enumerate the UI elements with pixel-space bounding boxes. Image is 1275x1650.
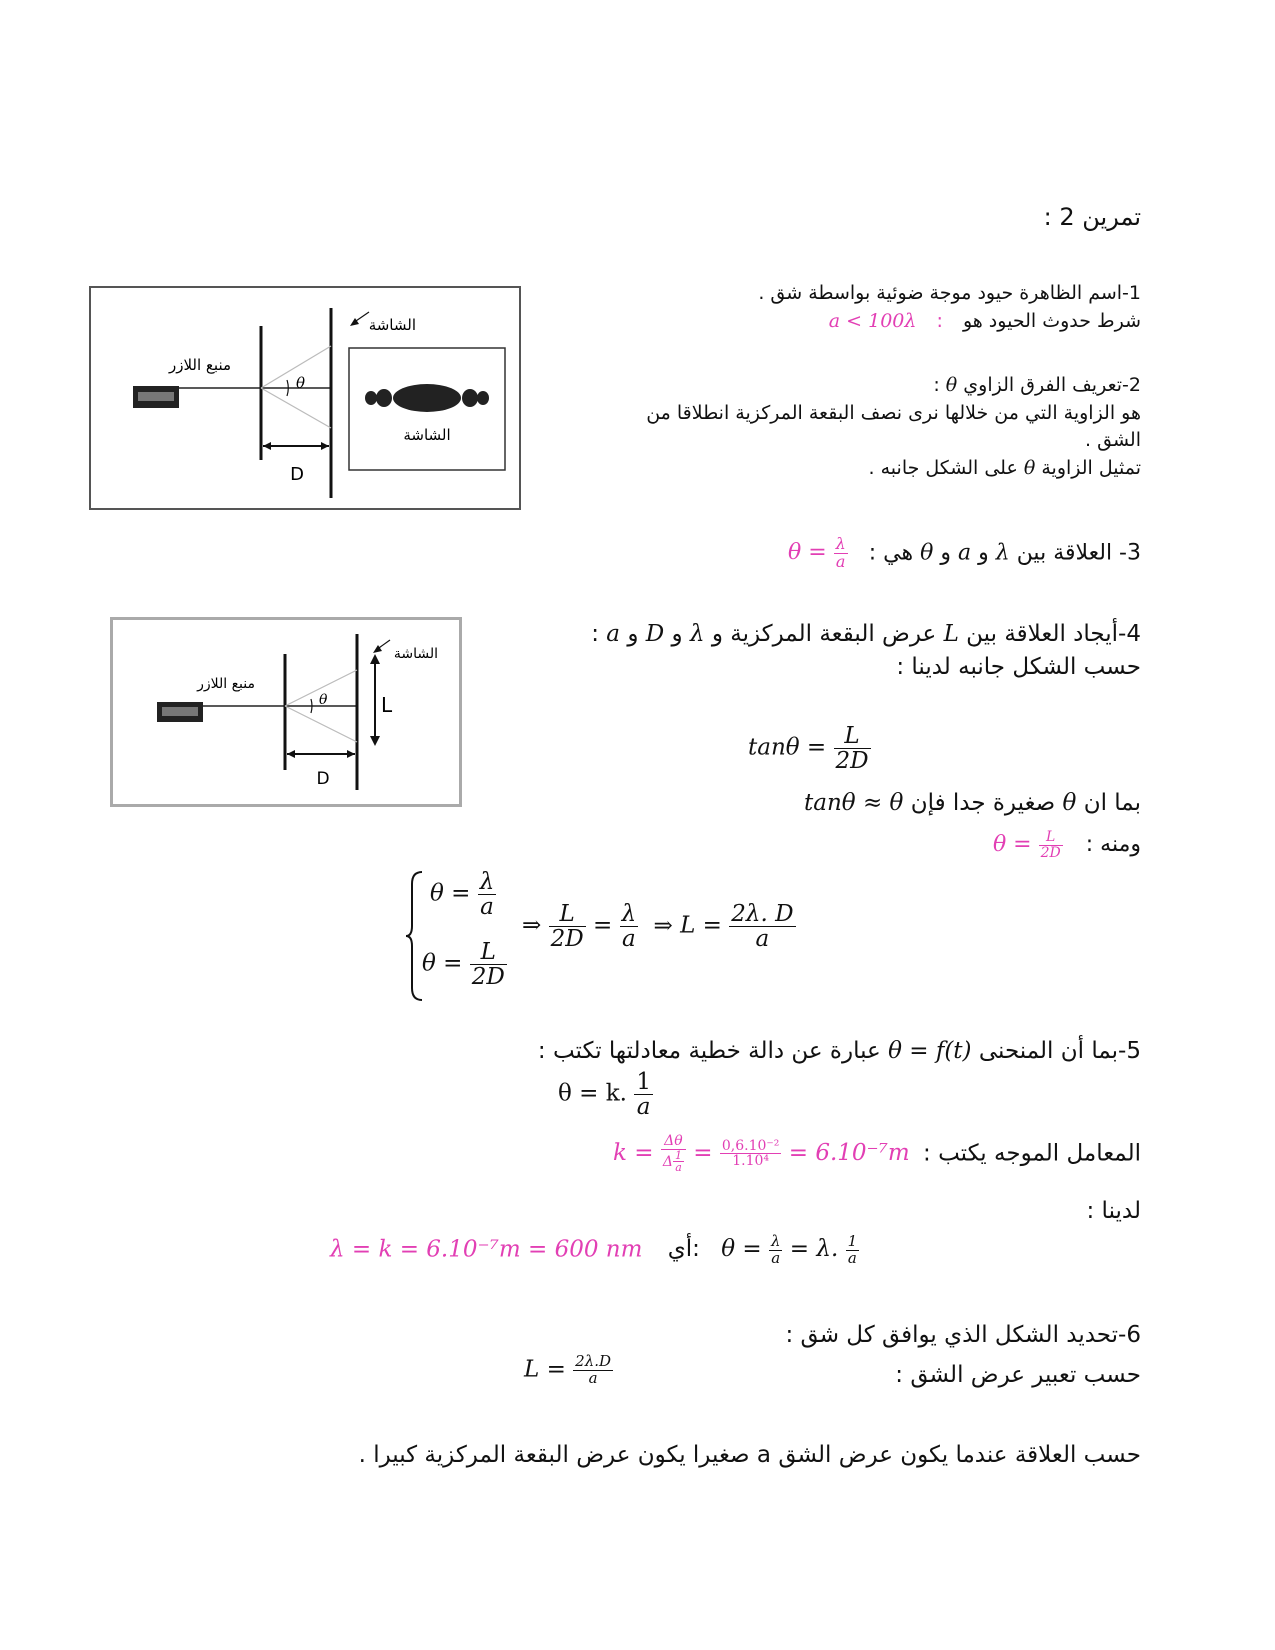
q4-heading-text-2: عرض البقعة المركزية و [711,621,937,647]
q3-eq-den: a [835,551,846,571]
k-equals-2: = [693,1140,713,1167]
hence-fraction [1039,830,1063,860]
central-width-diagram [113,620,459,804]
conclusion-text-2: صغيرا يكون عرض البقعة المركزية كبيرا . [358,1442,750,1468]
mid-fraction-1 [549,902,586,951]
rel-lhs: θ = [721,1236,762,1263]
q3-eq-lhs: θ = [787,540,827,566]
rel-mid: = λ. [789,1236,839,1263]
arrow-head-right [321,442,329,450]
q1-line2: شرط حدوث الحيود هو : a < 100λ [828,309,1141,332]
q3-lambda: λ [995,540,1010,566]
q6-eq-den: a [588,1368,598,1387]
screen-label: الشاشة [368,316,416,334]
question-6-line2: حسب تعبير عرض الشق : [895,1362,1141,1388]
q3-text-2: هي : [868,540,914,566]
conclusion [241,1442,1141,1468]
hence-equation [992,829,1063,861]
q3-theta: θ [920,540,934,566]
linear-lhs: θ = k. [558,1080,627,1107]
tan-fraction [834,724,871,773]
q6-fraction [573,1354,613,1387]
arrow-head-left [263,442,271,450]
mid-num-1: L [549,902,586,927]
k-den-den: a [675,1161,682,1175]
q2-heading [541,372,1141,400]
question-6-heading: 6-تحديد الشكل الذي يوافق كل شق : [785,1322,1141,1348]
laser-label-2: منبع اللازر [197,676,255,692]
question-1 [541,280,1141,335]
lambda-result: λ = k = 6.10⁻⁷m = 600 nm [330,1236,643,1263]
q2-repr-theta: θ [1023,456,1036,479]
ray-bottom-2 [285,706,357,742]
k-fraction-1 [661,1134,686,1174]
q5-heading-text: 5-بما أن المنحنى [978,1038,1141,1064]
k-den-delta: Δ [662,1153,673,1170]
q2-repr-text-2: على الشكل جانبه . [868,456,1018,479]
q3-and-2: و [940,540,951,566]
linear-den: a [636,1094,651,1121]
theta-label-2: θ [319,692,328,708]
q4-heading-text: 4-أيجاد العلاقة بين [966,621,1141,647]
laser-source-inner [138,392,174,401]
k-num: Δθ [661,1134,686,1150]
q4-L: L [943,621,959,647]
q2-heading-colon: : [933,374,940,396]
tan-lhs: tanθ = [748,734,827,761]
system-eq-1 [430,870,496,919]
small-angle-line [804,790,1141,816]
k-fraction-2 [720,1139,782,1169]
k-den-num: 1 [674,1148,682,1162]
q4-and-1: و [671,621,683,647]
theta-label: θ [296,374,306,392]
q4-and-2: و [627,621,639,647]
q4-a: a [606,621,621,647]
q2-representation [541,455,1141,483]
q6-eq-lhs: L = [524,1356,566,1383]
q3-eq-num: λ [835,534,846,553]
hence-lhs: θ = [992,832,1032,858]
D-arrow-head-right [347,750,355,758]
diffraction-pattern [365,384,489,412]
question-2 [541,372,1141,482]
D-arrow-head-left [287,750,295,758]
q3-text: 3- العلاقة بين [1016,540,1141,566]
question-3 [441,536,1141,571]
q4-heading [441,618,1141,651]
k-num-2: 0,6.10⁻² [721,1137,780,1154]
diffraction-diagram [91,288,519,508]
linear-fraction [634,1070,653,1119]
figure-diffraction-setup [89,286,521,510]
q3-and-1: و [978,540,989,566]
sys2-num: L [470,940,507,965]
screen-label-2: الشاشة [393,646,438,662]
theta-relation [721,1232,859,1267]
result-lhs: L = [680,912,722,939]
q5-function: θ = f(t) [888,1038,972,1064]
sys1-den: a [480,894,494,921]
k-den-2: 1.10⁴ [732,1153,770,1170]
q4-D: D [645,621,665,647]
implies-2: ⇒ [653,912,673,939]
conclusion-text-1: حسب العلاقة عندما يكون عرض الشق [778,1442,1141,1468]
linear-equation [558,1070,653,1119]
mid-den-1: 2D [550,926,584,953]
slope-line [613,1134,1141,1174]
small-angle-theta: θ [1062,790,1077,816]
we-have-line: لدينا : [1086,1198,1141,1224]
q3-a: a [957,540,972,566]
slope-equation [613,1133,910,1175]
L-arrow-head-top [370,654,380,664]
result-fraction [729,902,795,951]
pattern-label: الشاشة [403,426,451,444]
sys1-fraction [478,870,497,919]
k-den-fraction [673,1150,684,1174]
q1-condition: a < 100λ [828,309,917,332]
q3-fraction [834,536,848,571]
laser-label: منبع اللازر [168,356,231,374]
equation-system [404,866,824,1006]
tan-num: L [834,724,871,749]
rel-den: a [771,1248,781,1267]
sys2-fraction [470,940,507,989]
small-angle-text: بما ان [1083,790,1141,816]
result-num: 2λ. D [731,901,794,927]
rel-fraction-2 [846,1234,860,1267]
q2-repr-text: تمثيل الزاوية [1041,456,1141,479]
q4-colon: : [591,621,599,647]
result-den: a [755,926,770,953]
q2-definition-2: الشق . [1085,429,1141,452]
k-den [661,1150,686,1174]
hence-num: L [1039,830,1063,846]
L-arrow-head-bottom [370,736,380,746]
q4-lambda: λ [689,621,705,647]
tan-den: 2D [835,748,869,775]
q2-heading-text: 2-تعريف الفرق الزاوي [963,374,1141,396]
hence-den: 2D [1040,844,1061,861]
rel-fraction-1 [769,1234,783,1267]
lambda-line [330,1234,859,1267]
mid-fraction-2 [620,902,639,951]
ie-text: أي: [667,1236,700,1263]
q5-heading-text-2: عبارة عن دالة خطية معادلتها تكتب : [537,1038,881,1064]
k-result: = 6.10⁻⁷m [788,1140,910,1167]
distance-D-label: D [290,464,304,485]
q2-definition-1: هو الزاوية التي من خلالها نرى نصف البقعة المركزية انطلاقا من [646,401,1141,424]
hence-line [993,830,1141,860]
q6-equation [524,1354,613,1387]
slope-text: المعامل الموجه يكتب : [923,1140,1141,1167]
exercise-title: تمرين 2 : [1043,203,1141,231]
diffraction-ray-bottom [261,388,331,428]
system-eq-2 [422,940,507,989]
implies-1: ⇒ [522,912,542,939]
question-4 [441,618,1141,685]
distance-D-label-2: D [316,769,330,789]
k-lhs: k = [613,1140,654,1167]
q4-line2: حسب الشكل جانبه لدينا : [896,654,1141,681]
small-angle-text-2: صغيرة جدا فإن [910,790,1056,816]
rel-num-2: 1 [847,1232,858,1250]
q2-heading-theta: θ [945,374,958,396]
rel-den-2: a [847,1248,857,1267]
figure-central-width [110,617,462,807]
sys2-den: 2D [471,964,505,991]
q6-eq-num: 2λ.D [575,1352,612,1370]
mid-equals: = [592,912,613,939]
sys2-lhs: θ = [422,950,463,977]
rel-num: λ [770,1232,781,1250]
system-result [522,902,796,951]
conclusion-var: a [756,1442,771,1468]
q1-condition-label: شرط حدوث الحيود هو [962,309,1141,332]
hence-text: ومنه : [1085,832,1141,858]
laser-source-2-inner [162,707,198,716]
question-5-heading [421,1038,1141,1064]
mid-den-2: a [622,926,636,953]
linear-num: 1 [636,1069,651,1095]
sys1-lhs: θ = [430,880,471,907]
width-L-label: L [381,693,393,717]
tan-equation [748,724,871,773]
q1-line1: 1-اسم الظاهرة حيود موجة ضوئية بواسطة شق . [758,282,1141,304]
mid-num-2: λ [621,901,637,927]
sys1-num: λ [479,869,495,895]
small-angle-approx: tanθ ≈ θ [804,790,904,816]
q3-equation [787,534,848,571]
